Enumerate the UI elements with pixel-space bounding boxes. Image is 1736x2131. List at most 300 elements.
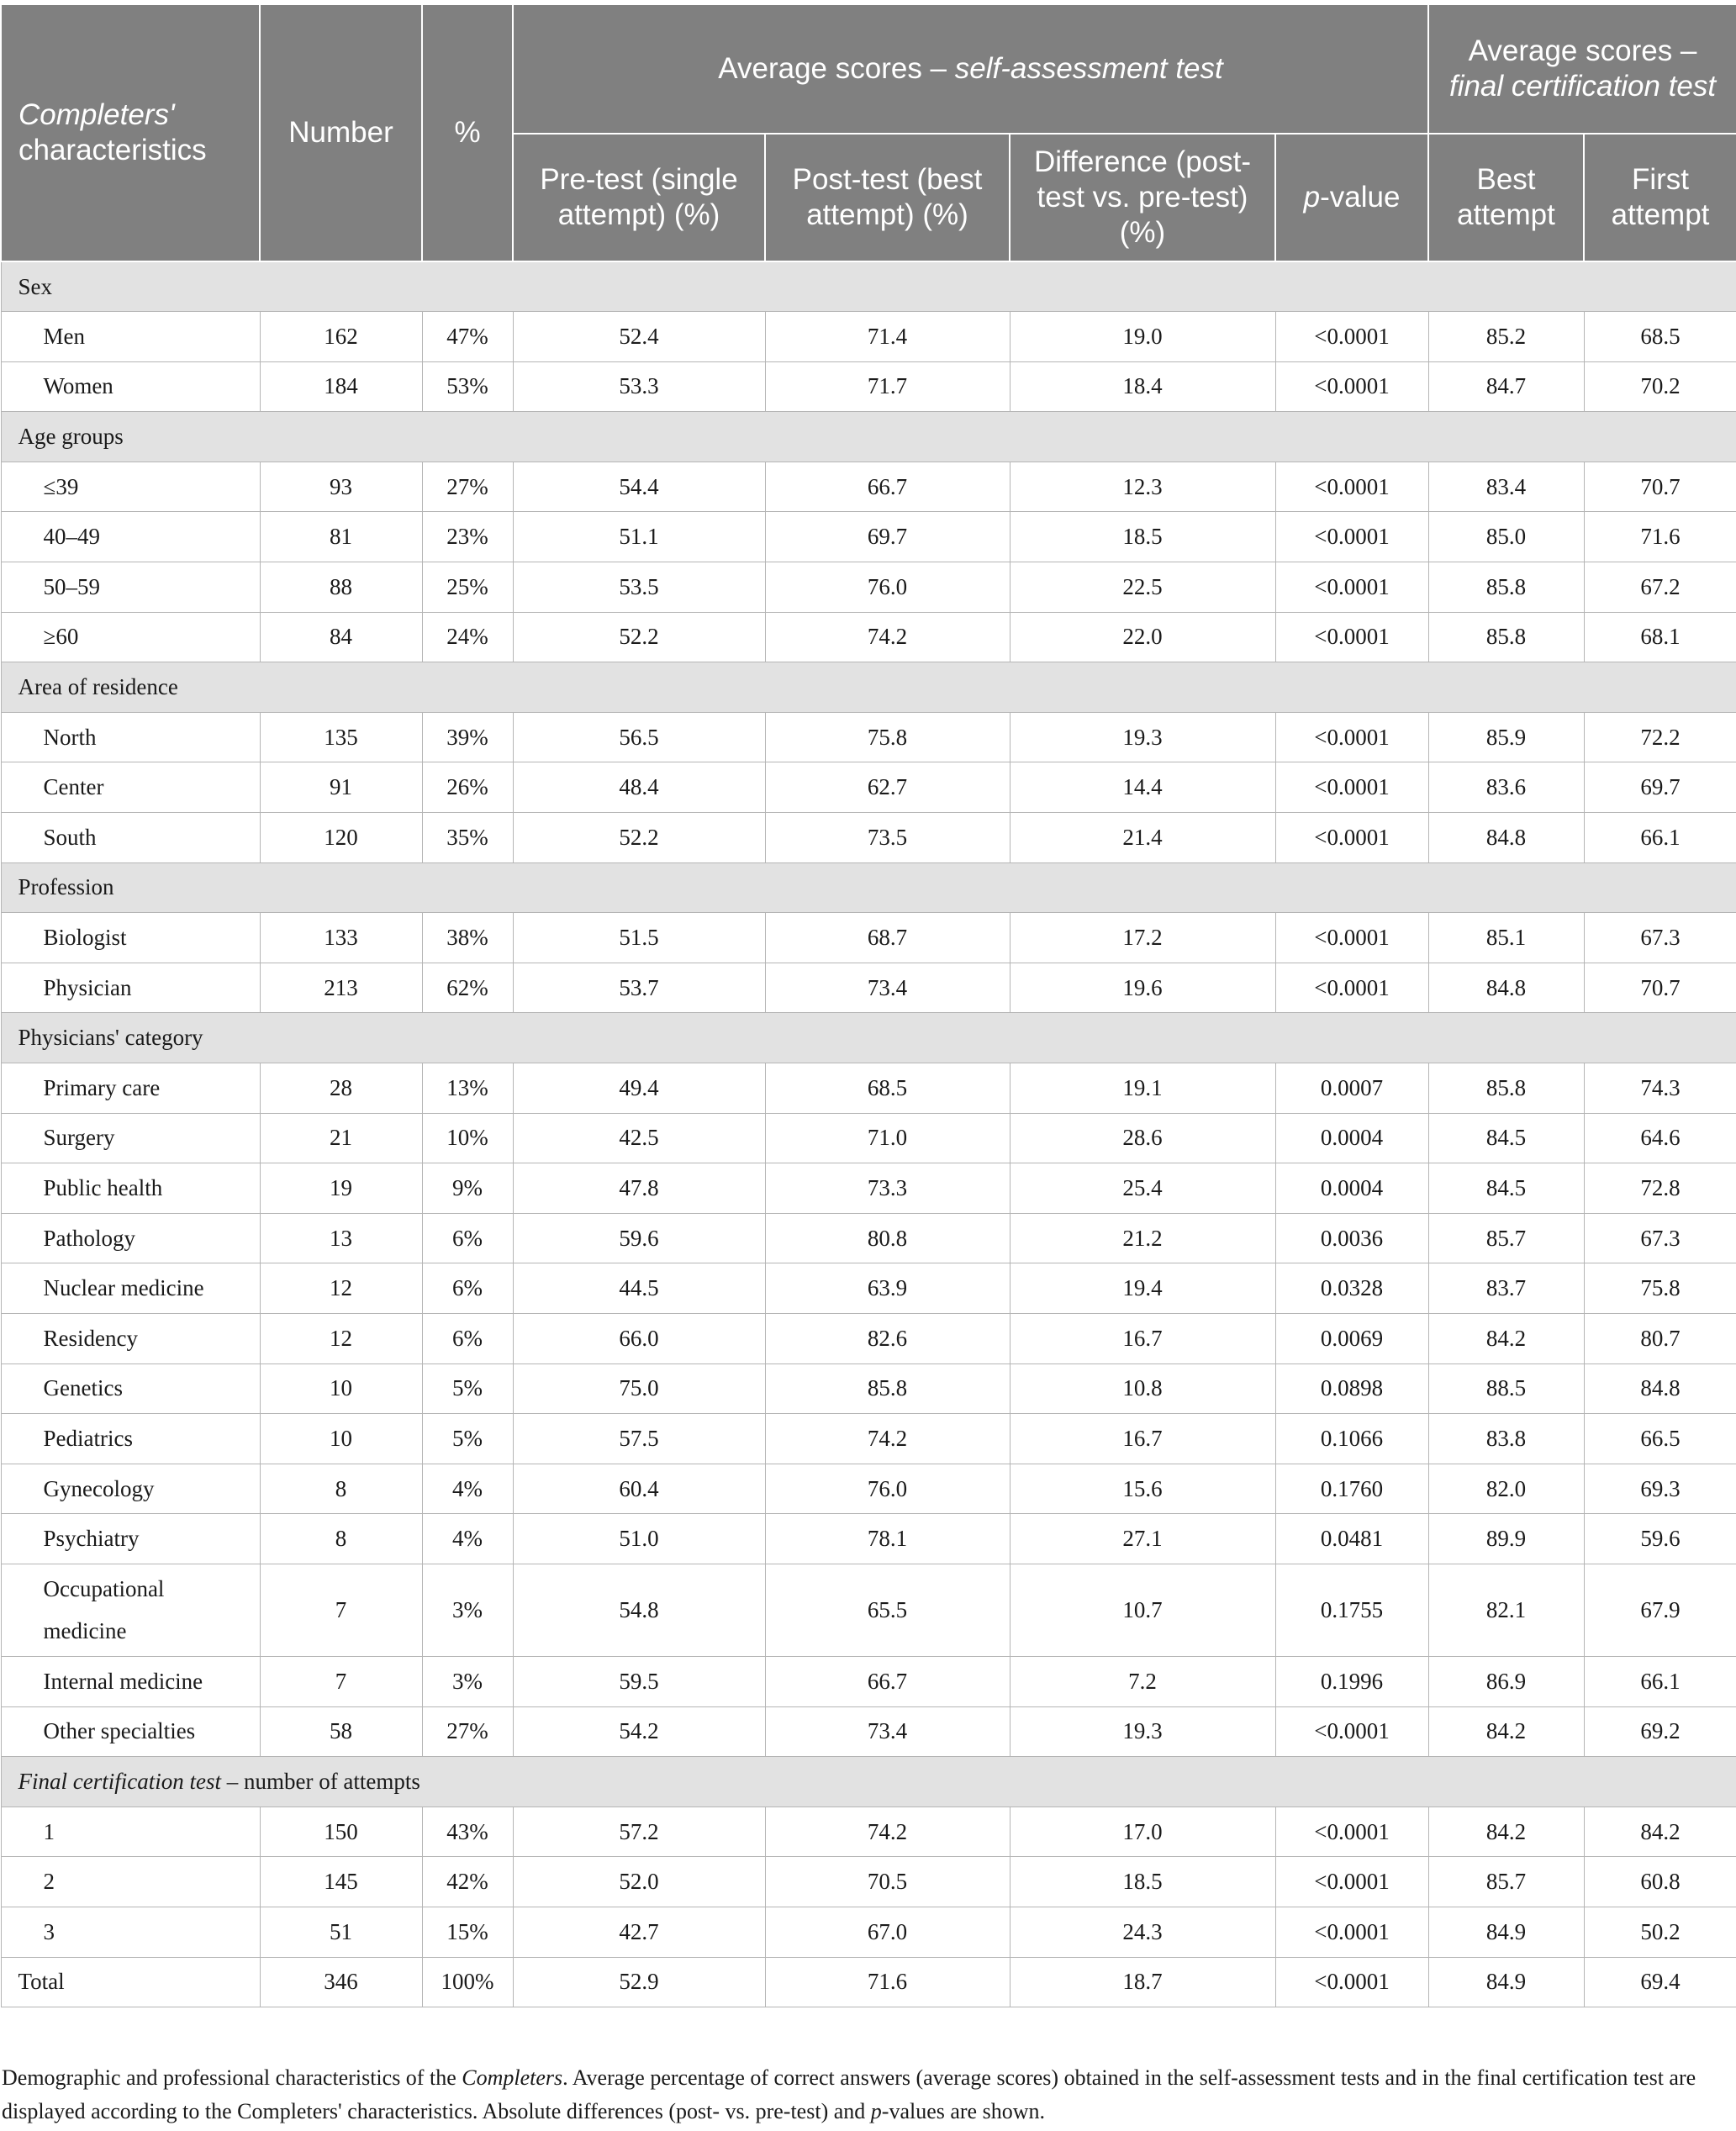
row-label: Biologist	[1, 913, 260, 963]
difference-cell: 19.3	[1010, 1706, 1275, 1757]
best-attempt-cell: 84.8	[1428, 813, 1584, 863]
percent-cell: 4%	[422, 1514, 513, 1564]
best-attempt-cell: 89.9	[1428, 1514, 1584, 1564]
row-label: Gynecology	[1, 1464, 260, 1514]
table-row	[1, 1313, 1736, 1364]
percent-cell: 39%	[422, 712, 513, 762]
number-cell: 81	[260, 512, 422, 562]
post-test-cell: 70.5	[765, 1857, 1010, 1907]
table-row	[1, 1706, 1736, 1757]
percent-cell: 5%	[422, 1364, 513, 1414]
section-row	[1, 1757, 1736, 1807]
percent-cell: 62%	[422, 963, 513, 1013]
post-test-cell: 76.0	[765, 562, 1010, 613]
p-value-cell: 0.1996	[1275, 1656, 1428, 1706]
best-attempt-cell: 84.2	[1428, 1313, 1584, 1364]
first-attempt-cell: 84.2	[1584, 1807, 1736, 1857]
difference-cell: 24.3	[1010, 1907, 1275, 1957]
p-value-cell: <0.0001	[1275, 712, 1428, 762]
best-attempt-cell: 83.7	[1428, 1263, 1584, 1314]
pre-test-cell: 57.5	[513, 1414, 765, 1464]
percent-cell: 42%	[422, 1857, 513, 1907]
post-test-cell: 71.6	[765, 1957, 1010, 2007]
percent-cell: 23%	[422, 512, 513, 562]
post-test-cell: 63.9	[765, 1263, 1010, 1314]
difference-cell: 19.6	[1010, 963, 1275, 1013]
table-row	[1, 1213, 1736, 1263]
percent-cell: 26%	[422, 762, 513, 813]
post-test-cell: 69.7	[765, 512, 1010, 562]
row-label: Pediatrics	[1, 1414, 260, 1464]
number-cell: 133	[260, 913, 422, 963]
p-value-cell: <0.0001	[1275, 462, 1428, 512]
table-body	[1, 261, 1736, 2007]
p-value-cell: <0.0001	[1275, 762, 1428, 813]
percent-cell: 9%	[422, 1163, 513, 1214]
difference-cell: 25.4	[1010, 1163, 1275, 1214]
p-value-cell: 0.0481	[1275, 1514, 1428, 1564]
difference-cell: 10.8	[1010, 1364, 1275, 1414]
section-row	[1, 862, 1736, 913]
first-attempt-cell: 59.6	[1584, 1514, 1736, 1564]
pre-test-cell: 54.8	[513, 1564, 765, 1656]
difference-cell: 19.3	[1010, 712, 1275, 762]
number-cell: 120	[260, 813, 422, 863]
percent-cell: 6%	[422, 1313, 513, 1364]
first-attempt-cell: 67.2	[1584, 562, 1736, 613]
row-label: Psychiatry	[1, 1514, 260, 1564]
number-cell: 21	[260, 1113, 422, 1163]
row-label: ≥60	[1, 612, 260, 662]
pre-test-cell: 44.5	[513, 1263, 765, 1314]
first-attempt-cell: 70.7	[1584, 462, 1736, 512]
p-value-cell: <0.0001	[1275, 913, 1428, 963]
p-value-cell: <0.0001	[1275, 361, 1428, 412]
difference-cell: 17.0	[1010, 1807, 1275, 1857]
p-value-cell: 0.0069	[1275, 1313, 1428, 1364]
header-percent: %	[422, 4, 513, 261]
row-label: 1	[1, 1807, 260, 1857]
percent-cell: 100%	[422, 1957, 513, 2007]
best-attempt-cell: 82.0	[1428, 1464, 1584, 1514]
best-attempt-cell: 84.9	[1428, 1957, 1584, 2007]
section-row	[1, 662, 1736, 713]
difference-cell: 19.4	[1010, 1263, 1275, 1314]
header-self-assessment-group: Average scores – self-assessment test	[513, 4, 1428, 134]
number-cell: 7	[260, 1656, 422, 1706]
difference-cell: 21.4	[1010, 813, 1275, 863]
section-row	[1, 1013, 1736, 1063]
p-value-cell: 0.0036	[1275, 1213, 1428, 1263]
best-attempt-cell: 86.9	[1428, 1656, 1584, 1706]
number-cell: 12	[260, 1263, 422, 1314]
table-row	[1, 762, 1736, 813]
row-label: Men	[1, 312, 260, 362]
best-attempt-cell: 85.8	[1428, 612, 1584, 662]
percent-cell: 25%	[422, 562, 513, 613]
percent-cell: 4%	[422, 1464, 513, 1514]
header-p-value: p-value	[1275, 134, 1428, 261]
percent-cell: 5%	[422, 1414, 513, 1464]
p-value-cell: <0.0001	[1275, 512, 1428, 562]
p-value-cell: <0.0001	[1275, 1907, 1428, 1957]
best-attempt-cell: 85.8	[1428, 562, 1584, 613]
difference-cell: 7.2	[1010, 1656, 1275, 1706]
table-row	[1, 712, 1736, 762]
difference-cell: 18.4	[1010, 361, 1275, 412]
number-cell: 51	[260, 1907, 422, 1957]
number-cell: 58	[260, 1706, 422, 1757]
p-value-cell: <0.0001	[1275, 963, 1428, 1013]
first-attempt-cell: 67.3	[1584, 1213, 1736, 1263]
difference-cell: 19.0	[1010, 312, 1275, 362]
p-value-cell: <0.0001	[1275, 612, 1428, 662]
row-label: Residency	[1, 1313, 260, 1364]
number-cell: 150	[260, 1807, 422, 1857]
header-best-attempt: Best attempt	[1428, 134, 1584, 261]
number-cell: 184	[260, 361, 422, 412]
post-test-cell: 73.4	[765, 963, 1010, 1013]
post-test-cell: 62.7	[765, 762, 1010, 813]
p-value-cell: 0.0898	[1275, 1364, 1428, 1414]
difference-cell: 17.2	[1010, 913, 1275, 963]
best-attempt-cell: 85.2	[1428, 312, 1584, 362]
p-value-cell: 0.1066	[1275, 1414, 1428, 1464]
post-test-cell: 68.7	[765, 913, 1010, 963]
best-attempt-cell: 85.8	[1428, 1063, 1584, 1114]
table-row	[1, 462, 1736, 512]
row-label: Nuclear medicine	[1, 1263, 260, 1314]
difference-cell: 14.4	[1010, 762, 1275, 813]
percent-cell: 15%	[422, 1907, 513, 1957]
best-attempt-cell: 84.5	[1428, 1163, 1584, 1214]
percent-cell: 43%	[422, 1807, 513, 1857]
best-attempt-cell: 82.1	[1428, 1564, 1584, 1656]
number-cell: 12	[260, 1313, 422, 1364]
first-attempt-cell: 84.8	[1584, 1364, 1736, 1414]
header-characteristics: Completers' characteristics	[1, 4, 260, 261]
pre-test-cell: 51.0	[513, 1514, 765, 1564]
pre-test-cell: 53.3	[513, 361, 765, 412]
header-number: Number	[260, 4, 422, 261]
first-attempt-cell: 74.3	[1584, 1063, 1736, 1114]
first-attempt-cell: 66.1	[1584, 813, 1736, 863]
best-attempt-cell: 88.5	[1428, 1364, 1584, 1414]
post-test-cell: 75.8	[765, 712, 1010, 762]
p-value-cell: <0.0001	[1275, 1857, 1428, 1907]
row-label: North	[1, 712, 260, 762]
percent-cell: 3%	[422, 1564, 513, 1656]
post-test-cell: 73.4	[765, 1706, 1010, 1757]
pre-test-cell: 53.5	[513, 562, 765, 613]
table-row	[1, 1857, 1736, 1907]
section-title: Sex	[1, 261, 1736, 312]
number-cell: 145	[260, 1857, 422, 1907]
header-final-certification-group: Average scores – final certification test	[1428, 4, 1736, 134]
table-row	[1, 1063, 1736, 1114]
post-test-cell: 74.2	[765, 1414, 1010, 1464]
difference-cell: 18.7	[1010, 1957, 1275, 2007]
first-attempt-cell: 69.7	[1584, 762, 1736, 813]
table-row	[1, 1414, 1736, 1464]
post-test-cell: 74.2	[765, 612, 1010, 662]
post-test-cell: 74.2	[765, 1807, 1010, 1857]
difference-cell: 22.0	[1010, 612, 1275, 662]
table-container	[0, 3, 1736, 2007]
best-attempt-cell: 85.9	[1428, 712, 1584, 762]
section-row	[1, 261, 1736, 312]
section-title: Area of residence	[1, 662, 1736, 713]
percent-cell: 3%	[422, 1656, 513, 1706]
number-cell: 7	[260, 1564, 422, 1656]
p-value-cell: 0.0004	[1275, 1163, 1428, 1214]
pre-test-cell: 66.0	[513, 1313, 765, 1364]
best-attempt-cell: 84.5	[1428, 1113, 1584, 1163]
number-cell: 19	[260, 1163, 422, 1214]
table-row	[1, 612, 1736, 662]
row-label: Physician	[1, 963, 260, 1013]
pre-test-cell: 52.2	[513, 813, 765, 863]
number-cell: 13	[260, 1213, 422, 1263]
first-attempt-cell: 64.6	[1584, 1113, 1736, 1163]
post-test-cell: 73.3	[765, 1163, 1010, 1214]
table-row	[1, 1263, 1736, 1314]
table-row	[1, 562, 1736, 613]
p-value-cell: 0.0328	[1275, 1263, 1428, 1314]
table-row	[1, 1514, 1736, 1564]
table-row	[1, 1163, 1736, 1214]
post-test-cell: 82.6	[765, 1313, 1010, 1364]
difference-cell: 16.7	[1010, 1414, 1275, 1464]
first-attempt-cell: 66.5	[1584, 1414, 1736, 1464]
first-attempt-cell: 70.7	[1584, 963, 1736, 1013]
difference-cell: 28.6	[1010, 1113, 1275, 1163]
first-attempt-cell: 69.3	[1584, 1464, 1736, 1514]
table-row	[1, 1564, 1736, 1656]
pre-test-cell: 52.9	[513, 1957, 765, 2007]
number-cell: 88	[260, 562, 422, 613]
first-attempt-cell: 67.3	[1584, 913, 1736, 963]
table-row	[1, 913, 1736, 963]
percent-cell: 35%	[422, 813, 513, 863]
row-label: Surgery	[1, 1113, 260, 1163]
first-attempt-cell: 60.8	[1584, 1857, 1736, 1907]
difference-cell: 18.5	[1010, 512, 1275, 562]
post-test-cell: 80.8	[765, 1213, 1010, 1263]
pre-test-cell: 54.2	[513, 1706, 765, 1757]
row-label: 3	[1, 1907, 260, 1957]
section-title: Final certification test – number of attempts	[1, 1757, 1736, 1807]
pre-test-cell: 51.1	[513, 512, 765, 562]
pre-test-cell: 60.4	[513, 1464, 765, 1514]
table-row	[1, 813, 1736, 863]
header-post-test: Post-test (best attempt) (%)	[765, 134, 1010, 261]
p-value-cell: 0.0004	[1275, 1113, 1428, 1163]
post-test-cell: 66.7	[765, 1656, 1010, 1706]
pre-test-cell: 52.2	[513, 612, 765, 662]
section-title: Physicians' category	[1, 1013, 1736, 1063]
section-title: Profession	[1, 862, 1736, 913]
first-attempt-cell: 68.5	[1584, 312, 1736, 362]
first-attempt-cell: 72.2	[1584, 712, 1736, 762]
best-attempt-cell: 85.0	[1428, 512, 1584, 562]
post-test-cell: 71.7	[765, 361, 1010, 412]
number-cell: 8	[260, 1514, 422, 1564]
post-test-cell: 71.4	[765, 312, 1010, 362]
row-label: 50–59	[1, 562, 260, 613]
row-label: Other specialties	[1, 1706, 260, 1757]
section-title: Age groups	[1, 412, 1736, 462]
pre-test-cell: 47.8	[513, 1163, 765, 1214]
pre-test-cell: 56.5	[513, 712, 765, 762]
number-cell: 93	[260, 462, 422, 512]
table-footnote: Demographic and professional characteristics of the Completers. Average percentage of correct answers (average scores) obtained in the self-assessment tests and in the final certification test are displayed according to the Completers' characteristics. Absolute differences (post- vs. pre-test) and p-values are shown.	[2, 2065, 1696, 2123]
row-label: Occupational medicine	[1, 1564, 260, 1656]
number-cell: 10	[260, 1414, 422, 1464]
first-attempt-cell: 69.2	[1584, 1706, 1736, 1757]
difference-cell: 10.7	[1010, 1564, 1275, 1656]
table-row	[1, 1907, 1736, 1957]
best-attempt-cell: 85.7	[1428, 1213, 1584, 1263]
table-row	[1, 1807, 1736, 1857]
difference-cell: 22.5	[1010, 562, 1275, 613]
table-row	[1, 312, 1736, 362]
row-label: Primary care	[1, 1063, 260, 1114]
best-attempt-cell: 83.8	[1428, 1414, 1584, 1464]
row-label: Internal medicine	[1, 1656, 260, 1706]
p-value-cell: 0.1755	[1275, 1564, 1428, 1656]
best-attempt-cell: 84.2	[1428, 1807, 1584, 1857]
best-attempt-cell: 84.2	[1428, 1706, 1584, 1757]
number-cell: 8	[260, 1464, 422, 1514]
first-attempt-cell: 67.9	[1584, 1564, 1736, 1656]
pre-test-cell: 53.7	[513, 963, 765, 1013]
percent-cell: 53%	[422, 361, 513, 412]
post-test-cell: 66.7	[765, 462, 1010, 512]
results-table	[0, 3, 1736, 2007]
best-attempt-cell: 83.6	[1428, 762, 1584, 813]
percent-cell: 13%	[422, 1063, 513, 1114]
number-cell: 91	[260, 762, 422, 813]
percent-cell: 38%	[422, 913, 513, 963]
number-cell: 84	[260, 612, 422, 662]
table-row	[1, 1464, 1736, 1514]
first-attempt-cell: 80.7	[1584, 1313, 1736, 1364]
difference-cell: 16.7	[1010, 1313, 1275, 1364]
row-label: Total	[1, 1957, 260, 2007]
header-difference: Difference (post-test vs. pre-test) (%)	[1010, 134, 1275, 261]
post-test-cell: 65.5	[765, 1564, 1010, 1656]
best-attempt-cell: 85.7	[1428, 1857, 1584, 1907]
difference-cell: 27.1	[1010, 1514, 1275, 1564]
row-label: South	[1, 813, 260, 863]
header-first-attempt: First attempt	[1584, 134, 1736, 261]
percent-cell: 10%	[422, 1113, 513, 1163]
best-attempt-cell: 83.4	[1428, 462, 1584, 512]
pre-test-cell: 51.5	[513, 913, 765, 963]
row-label: ≤39	[1, 462, 260, 512]
percent-cell: 6%	[422, 1263, 513, 1314]
pre-test-cell: 42.5	[513, 1113, 765, 1163]
post-test-cell: 68.5	[765, 1063, 1010, 1114]
best-attempt-cell: 84.9	[1428, 1907, 1584, 1957]
p-value-cell: <0.0001	[1275, 562, 1428, 613]
table-row	[1, 1364, 1736, 1414]
p-value-cell: 0.0007	[1275, 1063, 1428, 1114]
p-value-cell: 0.1760	[1275, 1464, 1428, 1514]
first-attempt-cell: 71.6	[1584, 512, 1736, 562]
first-attempt-cell: 50.2	[1584, 1907, 1736, 1957]
header-pre-test: Pre-test (single attempt) (%)	[513, 134, 765, 261]
pre-test-cell: 59.5	[513, 1656, 765, 1706]
table-row	[1, 361, 1736, 412]
p-value-cell: <0.0001	[1275, 813, 1428, 863]
pre-test-cell: 52.4	[513, 312, 765, 362]
table-row	[1, 1957, 1736, 2007]
number-cell: 213	[260, 963, 422, 1013]
first-attempt-cell: 72.8	[1584, 1163, 1736, 1214]
number-cell: 162	[260, 312, 422, 362]
table-row	[1, 963, 1736, 1013]
number-cell: 10	[260, 1364, 422, 1414]
number-cell: 28	[260, 1063, 422, 1114]
pre-test-cell: 54.4	[513, 462, 765, 512]
post-test-cell: 73.5	[765, 813, 1010, 863]
number-cell: 135	[260, 712, 422, 762]
best-attempt-cell: 84.8	[1428, 963, 1584, 1013]
post-test-cell: 78.1	[765, 1514, 1010, 1564]
row-label: Public health	[1, 1163, 260, 1214]
pre-test-cell: 48.4	[513, 762, 765, 813]
first-attempt-cell: 66.1	[1584, 1656, 1736, 1706]
table-row	[1, 1113, 1736, 1163]
pre-test-cell: 42.7	[513, 1907, 765, 1957]
table-header	[1, 4, 1736, 261]
table-row	[1, 512, 1736, 562]
percent-cell: 27%	[422, 462, 513, 512]
row-label: 40–49	[1, 512, 260, 562]
row-label: Genetics	[1, 1364, 260, 1414]
pre-test-cell: 52.0	[513, 1857, 765, 1907]
post-test-cell: 71.0	[765, 1113, 1010, 1163]
pre-test-cell: 75.0	[513, 1364, 765, 1414]
pre-test-cell: 59.6	[513, 1213, 765, 1263]
post-test-cell: 67.0	[765, 1907, 1010, 1957]
difference-cell: 15.6	[1010, 1464, 1275, 1514]
row-label: Center	[1, 762, 260, 813]
row-label: Women	[1, 361, 260, 412]
p-value-cell: <0.0001	[1275, 312, 1428, 362]
number-cell: 346	[260, 1957, 422, 2007]
difference-cell: 12.3	[1010, 462, 1275, 512]
pre-test-cell: 57.2	[513, 1807, 765, 1857]
section-row	[1, 412, 1736, 462]
post-test-cell: 85.8	[765, 1364, 1010, 1414]
row-label: 2	[1, 1857, 260, 1907]
percent-cell: 6%	[422, 1213, 513, 1263]
pre-test-cell: 49.4	[513, 1063, 765, 1114]
p-value-cell: <0.0001	[1275, 1807, 1428, 1857]
difference-cell: 19.1	[1010, 1063, 1275, 1114]
p-value-cell: <0.0001	[1275, 1957, 1428, 2007]
best-attempt-cell: 85.1	[1428, 913, 1584, 963]
first-attempt-cell: 69.4	[1584, 1957, 1736, 2007]
p-value-cell: <0.0001	[1275, 1706, 1428, 1757]
table-row	[1, 1656, 1736, 1706]
first-attempt-cell: 70.2	[1584, 361, 1736, 412]
percent-cell: 27%	[422, 1706, 513, 1757]
difference-cell: 18.5	[1010, 1857, 1275, 1907]
